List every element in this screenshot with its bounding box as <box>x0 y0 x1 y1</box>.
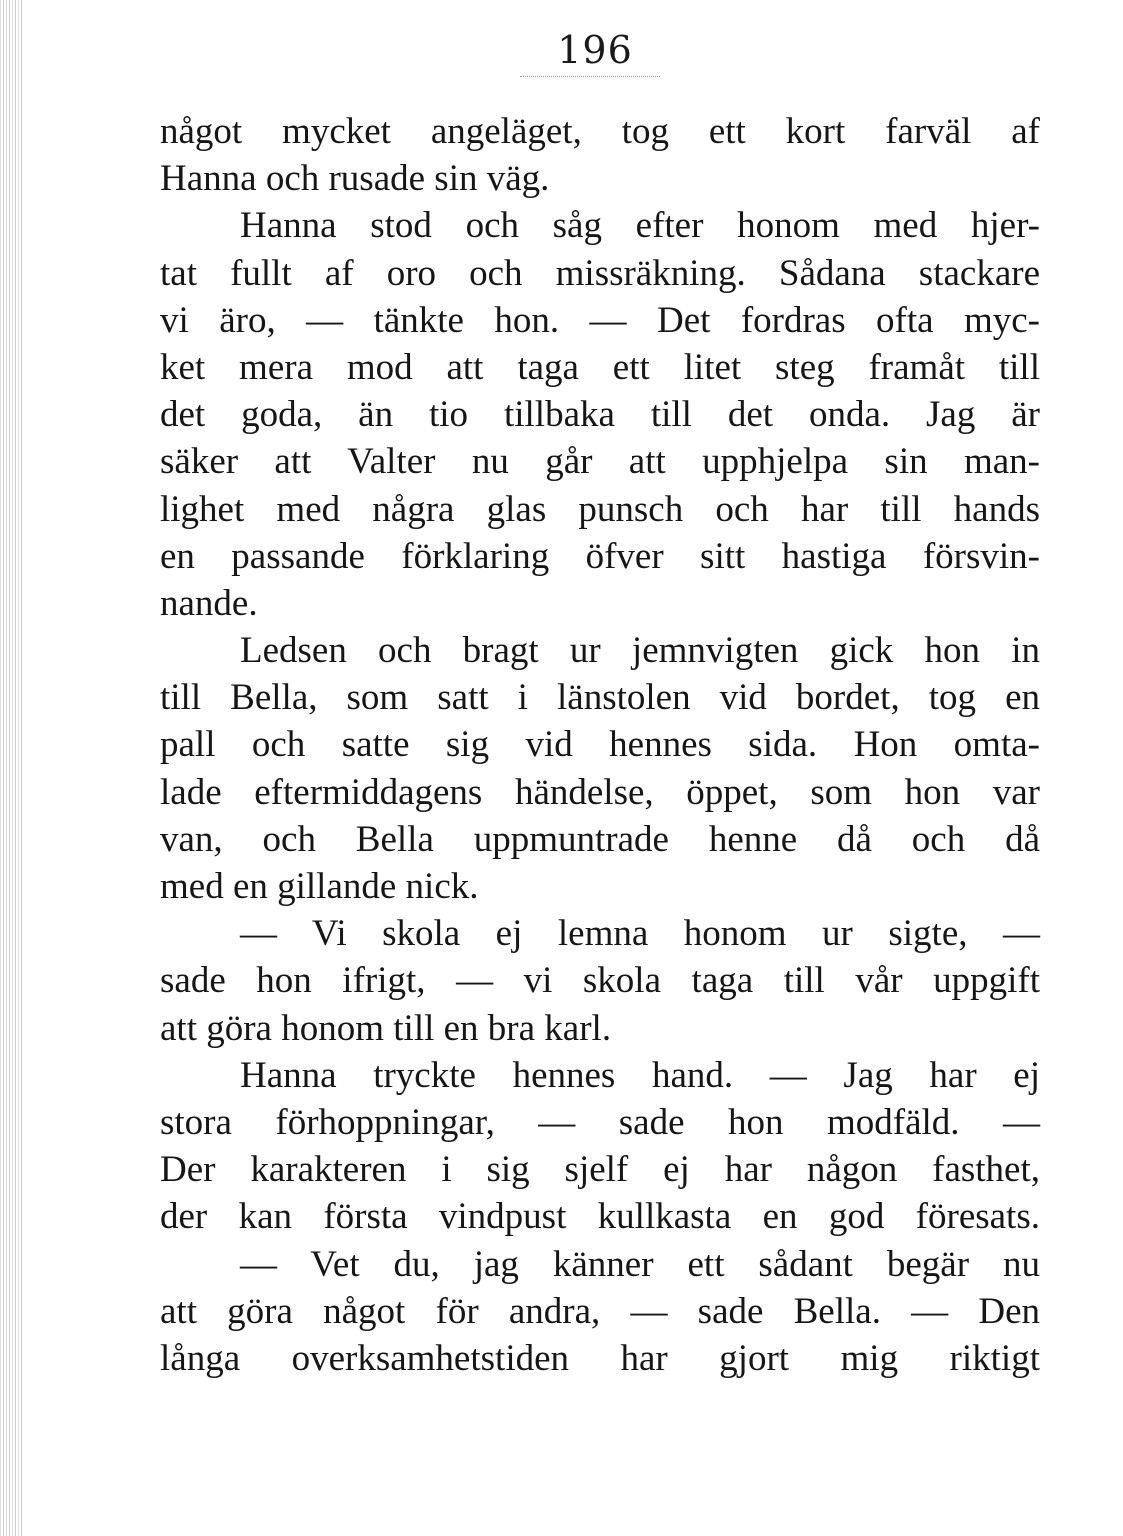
text-line: Hanna och rusade sin väg. <box>160 158 550 200</box>
text-line: — Vet du, jag känner ett sådant begär nu <box>240 1243 1040 1285</box>
text-line: van, och Bella uppmuntrade henne då och då <box>160 818 1040 860</box>
text-line: pall och satte sig vid hennes sida. Hon omta- <box>160 724 1040 766</box>
text-line: Hanna tryckte hennes hand. — Jag har ej <box>240 1054 1040 1096</box>
text-line: der kan första vindpust kullkasta en god föresats. <box>160 1196 1040 1238</box>
text-line: en passande förklaring öfver sitt hastiga försvin- <box>160 535 1040 577</box>
text-line: att göra något för andra, — sade Bella. — Den <box>160 1290 1040 1332</box>
text-line: sade hon ifrigt, — vi skola taga till vår uppgift <box>160 960 1040 1002</box>
text-line: Ledsen och bragt ur jemnvigten gick hon in <box>240 630 1040 672</box>
text-line: lighet med några glas punsch och har till hands <box>160 488 1040 530</box>
text-line: att göra honom till en bra karl. <box>160 1007 612 1049</box>
page-number: 196 <box>557 28 633 72</box>
text-line: Hanna stod och såg efter honom med hjer- <box>240 205 1040 247</box>
text-line: till Bella, som satt i länstolen vid bordet, tog en <box>160 677 1040 719</box>
text-line: stora förhoppningar, — sade hon modfäld. — <box>160 1101 1040 1143</box>
text-line: ket mera mod att taga ett litet steg framåt till <box>160 346 1040 388</box>
text-line: med en gillande nick. <box>160 866 479 907</box>
text-line: lade eftermiddagens händelse, öppet, som hon var <box>160 771 1040 813</box>
text-line: långa overksamhetstiden har gjort mig riktigt <box>160 1337 1040 1379</box>
text-body <box>160 108 1040 1382</box>
text-line: säker att Valter nu går att upphjelpa sin man- <box>160 441 1040 483</box>
binding-edge <box>0 0 22 1536</box>
text-line: Der karakteren i sig sjelf ej har någon fasthet, <box>160 1149 1040 1191</box>
text-line: vi äro, — tänkte hon. — Det fordras ofta myc- <box>160 299 1040 341</box>
text-line: något mycket angeläget, tog ett kort farväl af <box>160 111 1040 152</box>
text-line: det goda, än tio tillbaka till det onda. Jag är <box>160 394 1040 436</box>
text-line: — Vi skola ej lemna honom ur sigte, — <box>240 913 1040 955</box>
header-rule <box>520 76 660 77</box>
text-line: tat fullt af oro och missräkning. Sådana stackare <box>160 252 1040 294</box>
text-line: nande. <box>160 582 258 624</box>
